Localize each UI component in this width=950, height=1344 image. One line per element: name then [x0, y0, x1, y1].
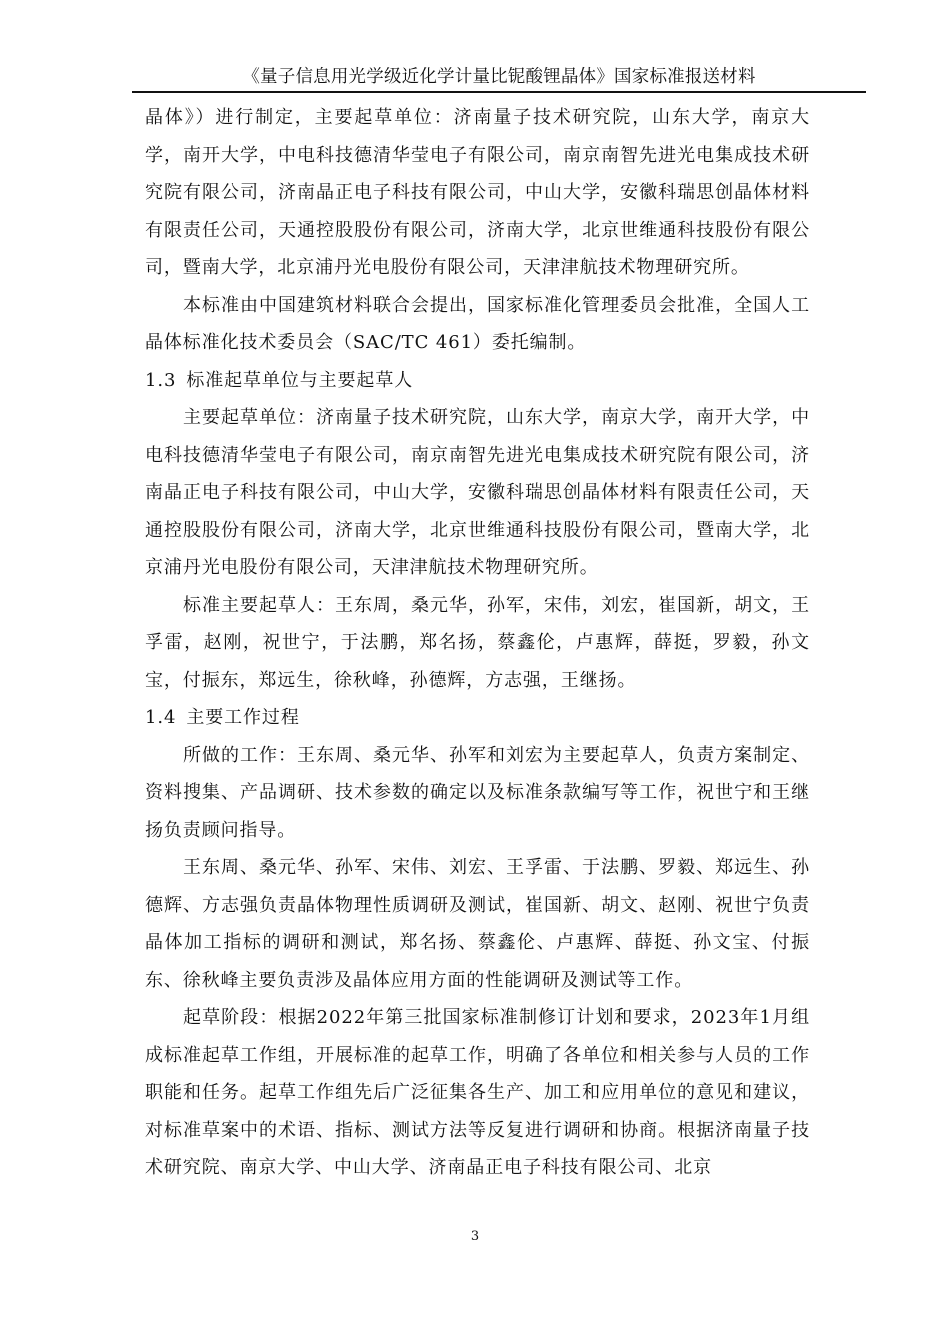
paragraph-task-division: 王东周、桑元华、孙军、宋伟、刘宏、王孚雷、于法鹏、罗毅、郑远生、孙德辉、方志强负责晶体物理性质调研及测试，崔国新、胡文、赵刚、祝世宁负责晶体加工指标的调研和测试，郑名扬、蔡鑫伦、卢惠辉、薛挺、孙文宝、付振东、徐秋峰主要负责涉及晶体应用方面的性能调研及测试等工作。	[145, 857, 810, 991]
paragraph-work-done: 所做的工作：王东周、桑元华、孙军和刘宏为主要起草人，负责方案制定、资料搜集、产品调研、技术参数的确定以及标准条款编写等工作，祝世宁和王继扬负责顾问指导。	[145, 744, 810, 841]
document-body	[145, 99, 810, 1187]
page-number: 3	[470, 1229, 480, 1244]
section-heading-1-3	[145, 362, 810, 400]
section-number: 1.4	[145, 707, 177, 728]
paragraph-main-drafting-units: 主要起草单位：济南量子技术研究院，山东大学，南京大学，南开大学，中电科技德清华莹电子有限公司，南京南智先进光电集成技术研究院有限公司，济南晶正电子科技有限公司，中山大学，安徽科瑞思创晶体材料有限责任公司，天通控股股份有限公司，济南大学，北京世维通科技股份有限公司，暨南大学，北京浦丹光电股份有限公司，天津津航技术物理研究所。	[145, 407, 810, 578]
paragraph-proposer: 本标准由中国建筑材料联合会提出，国家标准化管理委员会批准，全国人工晶体标准化技术委员会（SAC/TC 461）委托编制。	[145, 294, 810, 353]
section-title: 主要工作过程	[186, 707, 300, 728]
header-divider	[132, 91, 866, 93]
paragraph-drafting-stage: 起草阶段：根据2022年第三批国家标准制修订计划和要求，2023年1月组成标准起草工作组，开展标准的起草工作，明确了各单位和相关参与人员的工作职能和任务。起草工作组先后广泛征集各生产、加工和应用单位的意见和建议，对标准草案中的术语、指标、测试方法等反复进行调研和协商。根据济南量子技术研究院、南京大学、中山大学、济南晶正电子科技有限公司、北京	[145, 1007, 810, 1178]
section-number: 1.3	[145, 369, 177, 391]
document-header-title: 《量子信息用光学级近化学计量比铌酸锂晶体》国家标准报送材料	[242, 67, 756, 87]
paragraph-main-drafters: 标准主要起草人：王东周，桑元华，孙军，宋伟，刘宏，崔国新，胡文，王孚雷，赵刚，祝世宁，于法鹏，郑名扬，蔡鑫伦，卢惠辉，薛挺，罗毅，孙文宝，付振东，郑远生，徐秋峰，孙德辉，方志强，王继扬。	[145, 594, 810, 691]
section-title: 标准起草单位与主要起草人	[186, 369, 414, 391]
paragraph-drafting-units-continued: 晶体》）进行制定，主要起草单位：济南量子技术研究院，山东大学，南京大学，南开大学，中电科技德清华莹电子有限公司，南京南智先进光电集成技术研究院有限公司，济南晶正电子科技有限公司，中山大学，安徽科瑞思创晶体材料有限责任公司，天通控股股份有限公司，济南大学，北京世维通科技股份有限公司，暨南大学，北京浦丹光电股份有限公司，天津津航技术物理研究所。	[145, 107, 810, 278]
section-heading-1-4	[145, 699, 810, 737]
